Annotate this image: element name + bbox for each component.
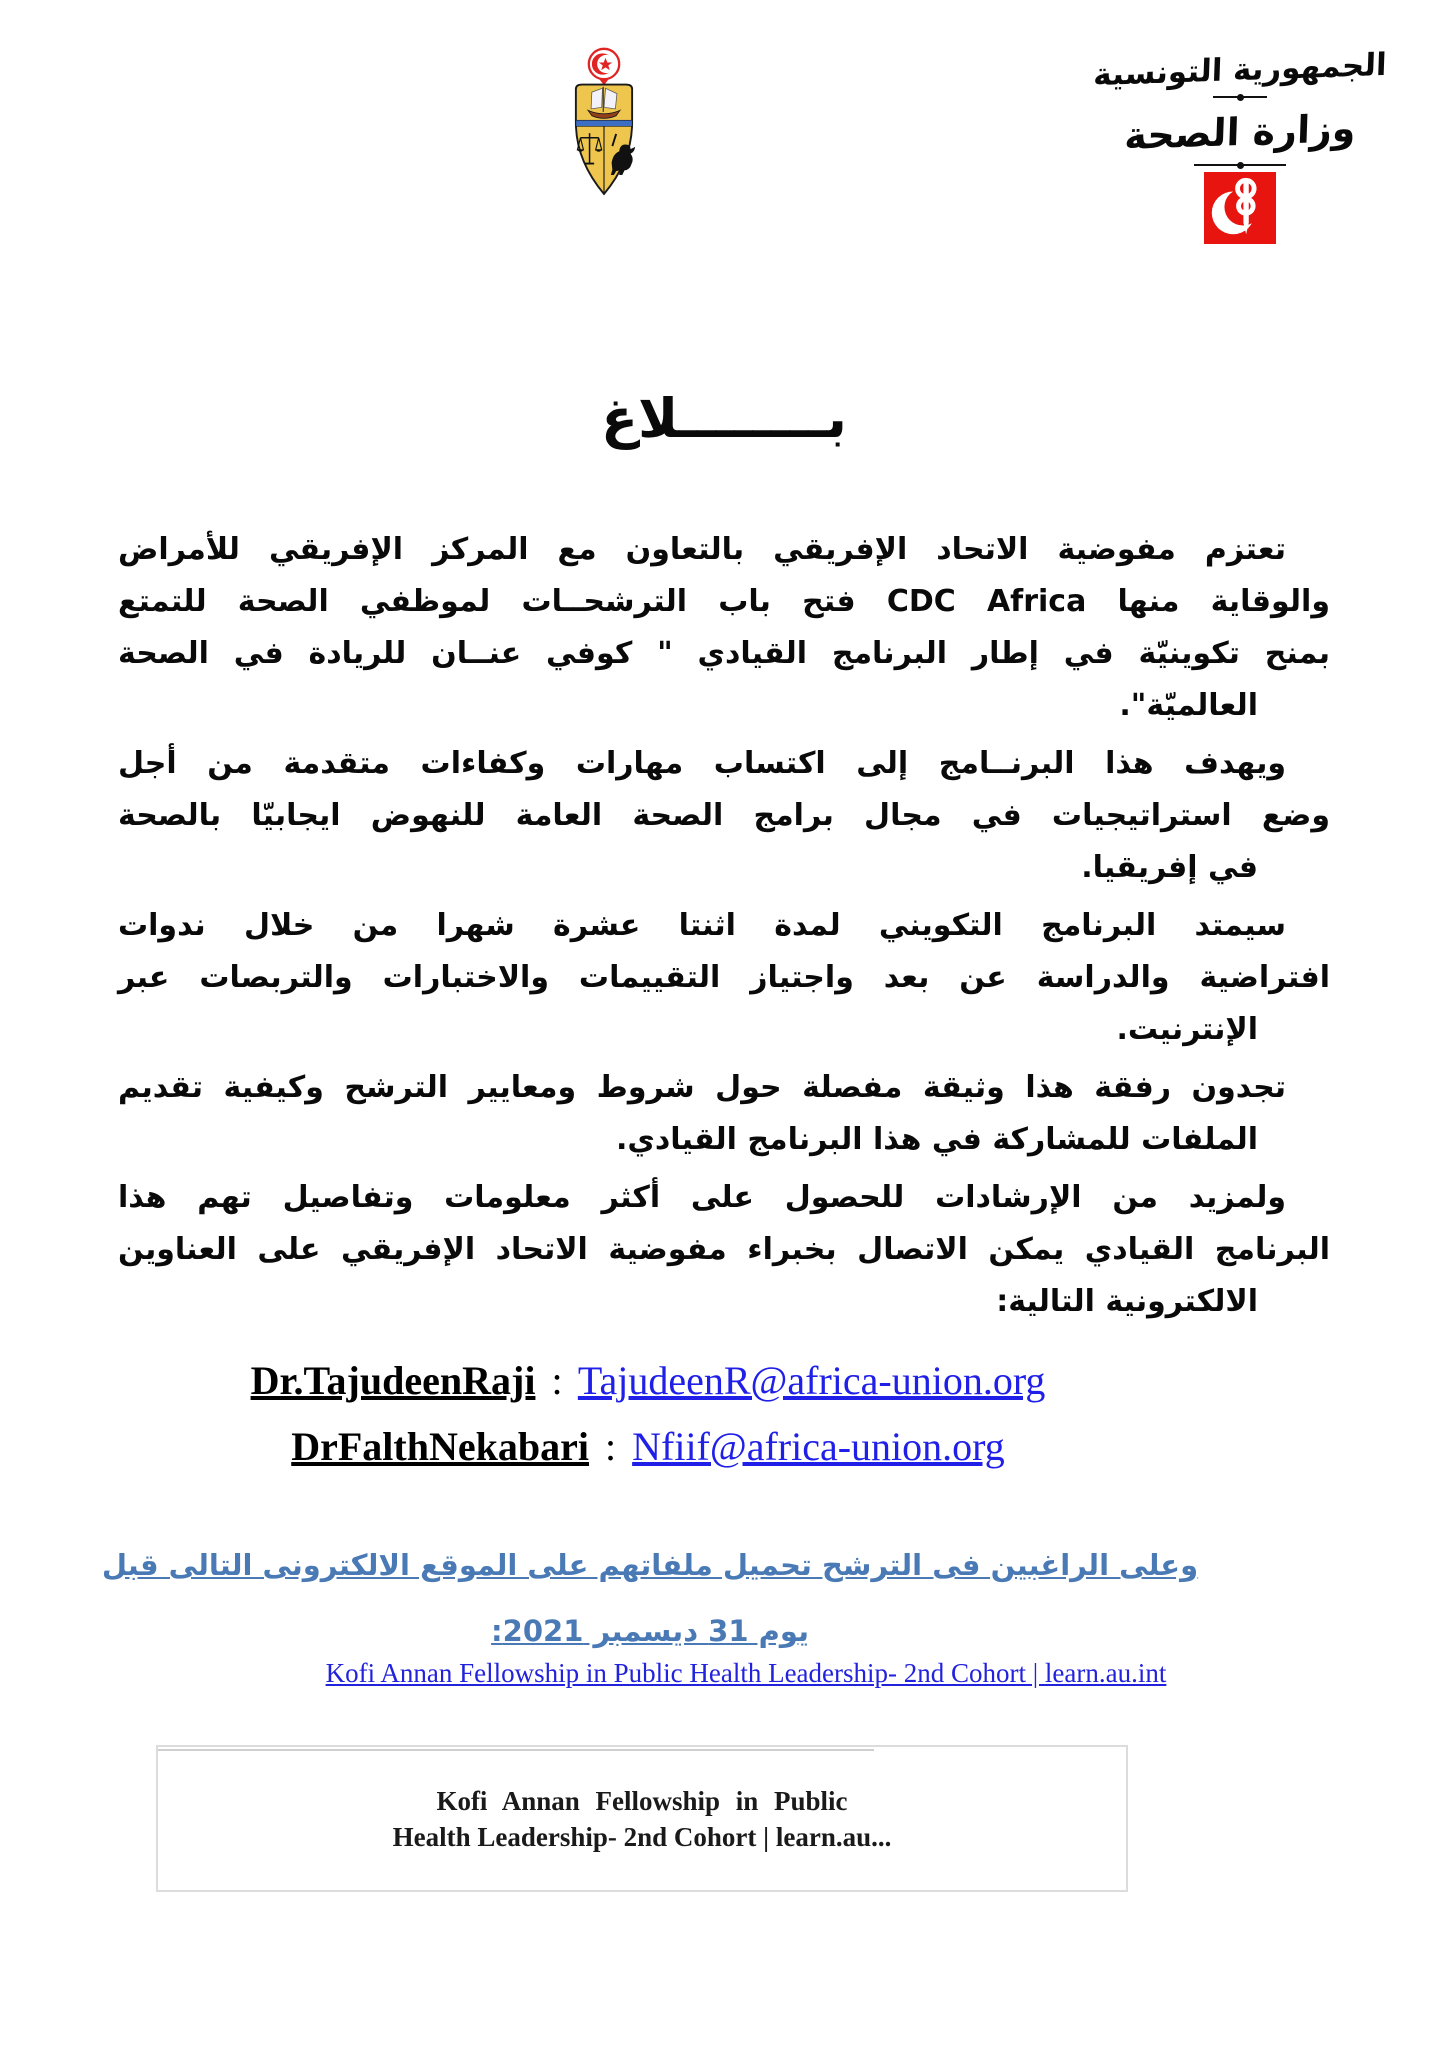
link-preview-line1: Kofi Annan Fellowship in Public	[436, 1786, 848, 1816]
republic-calligraphy: الجمهورية التونسية	[1092, 46, 1388, 94]
link-preview-line2: Health Leadership- 2nd Cohort | learn.au...	[392, 1822, 892, 1852]
paragraph-5	[118, 1172, 1330, 1328]
paragraph-3	[118, 900, 1330, 1056]
deadline-notice-line2: يوم 31 ديسمبر 2021:	[491, 1614, 809, 1648]
contact-row	[0, 1348, 1372, 1414]
contact-name: Dr.TajudeenRaji	[250, 1358, 536, 1403]
contact-email-link[interactable]: Nfiif@africa-union.org	[632, 1424, 1005, 1469]
contact-list	[0, 1348, 1372, 1480]
paragraph-line: وضع استراتيجيات في مجال برامج الصحة العامة للنهوض ايجابيّا بالصحة	[118, 798, 1330, 833]
header-divider-bottom	[1194, 164, 1286, 166]
deadline-notice-line1: وعلى الراغبين فى الترشح تحميل ملفاتهم على الموقع الالكترونى التالى قبل	[101, 1548, 1199, 1582]
paragraph-line: الملفات للمشاركة في هذا البرنامج القيادي.	[616, 1122, 1258, 1157]
paragraph-line: والوقاية منها CDC Africa فتح باب الترشحــات لموظفي الصحة للتمتع	[118, 584, 1330, 619]
ministry-header	[1060, 46, 1420, 244]
paragraph-line: العالميّة".	[1119, 688, 1258, 723]
document-title: بــــــــلاغ	[601, 387, 847, 450]
paragraph-line: تجدون رفقة هذا وثيقة مفصلة حول شروط ومعايير الترشح وكيفية تقديم	[118, 1070, 1286, 1105]
link-preview-text	[372, 1783, 912, 1855]
contact-separator: :	[605, 1424, 617, 1469]
deadline-notice	[0, 1545, 1374, 1651]
link-preview-card[interactable]	[156, 1745, 1128, 1892]
fellowship-link-row	[22, 1658, 1448, 1689]
ministry-calligraphy: وزارة الصحة	[1123, 105, 1357, 159]
tunisia-coat-of-arms-icon	[566, 42, 642, 200]
paragraph-line: ويهدف هذا البرنــامج إلى اكتساب مهارات وكفاءات متقدمة من أجل	[118, 746, 1286, 781]
contact-row	[0, 1414, 1372, 1480]
fellowship-link[interactable]: Kofi Annan Fellowship in Public Health Leadership- 2nd Cohort | learn.au.int	[325, 1658, 1167, 1688]
paragraph-line: افتراضية والدراسة عن بعد واجتياز التقييمات والاختبارات والتربصات عبر	[118, 960, 1330, 995]
paragraph-line: ولمزيد من الإرشادات للحصول على أكثر معلومات وتفاصيل تهم هذا	[118, 1180, 1286, 1215]
contact-name: DrFalthNekabari	[291, 1424, 589, 1469]
paragraph-line: سيمتد البرنامج التكويني لمدة اثنتا عشرة شهرا من خلال ندوات	[118, 908, 1286, 943]
paragraph-line: بمنح تكوينيّة في إطار البرنامج القيادي " كوفي عنــان للريادة في الصحة	[118, 636, 1330, 671]
body-text	[118, 524, 1330, 1334]
paragraph-line: في إفريقيا.	[1081, 850, 1258, 885]
header-divider-top	[1213, 96, 1267, 98]
paragraph-4	[118, 1062, 1330, 1166]
ministry-of-health-logo-icon	[1204, 172, 1276, 244]
paragraph-line: الالكترونية التالية:	[996, 1284, 1258, 1319]
contact-email-link[interactable]: TajudeenR@africa-union.org	[577, 1358, 1046, 1403]
paragraph-line: الإنترنيت.	[1116, 1012, 1258, 1047]
paragraph-line: تعتزم مفوضية الاتحاد الإفريقي بالتعاون مع المركز الإفريقي للأمراض	[118, 532, 1286, 567]
paragraph-1	[118, 524, 1330, 732]
contact-separator: :	[551, 1358, 563, 1403]
paragraph-line: البرنامج القيادي يمكن الاتصال بخبراء مفوضية الاتحاد الإفريقي على العناوين	[118, 1232, 1330, 1267]
paragraph-2	[118, 738, 1330, 894]
